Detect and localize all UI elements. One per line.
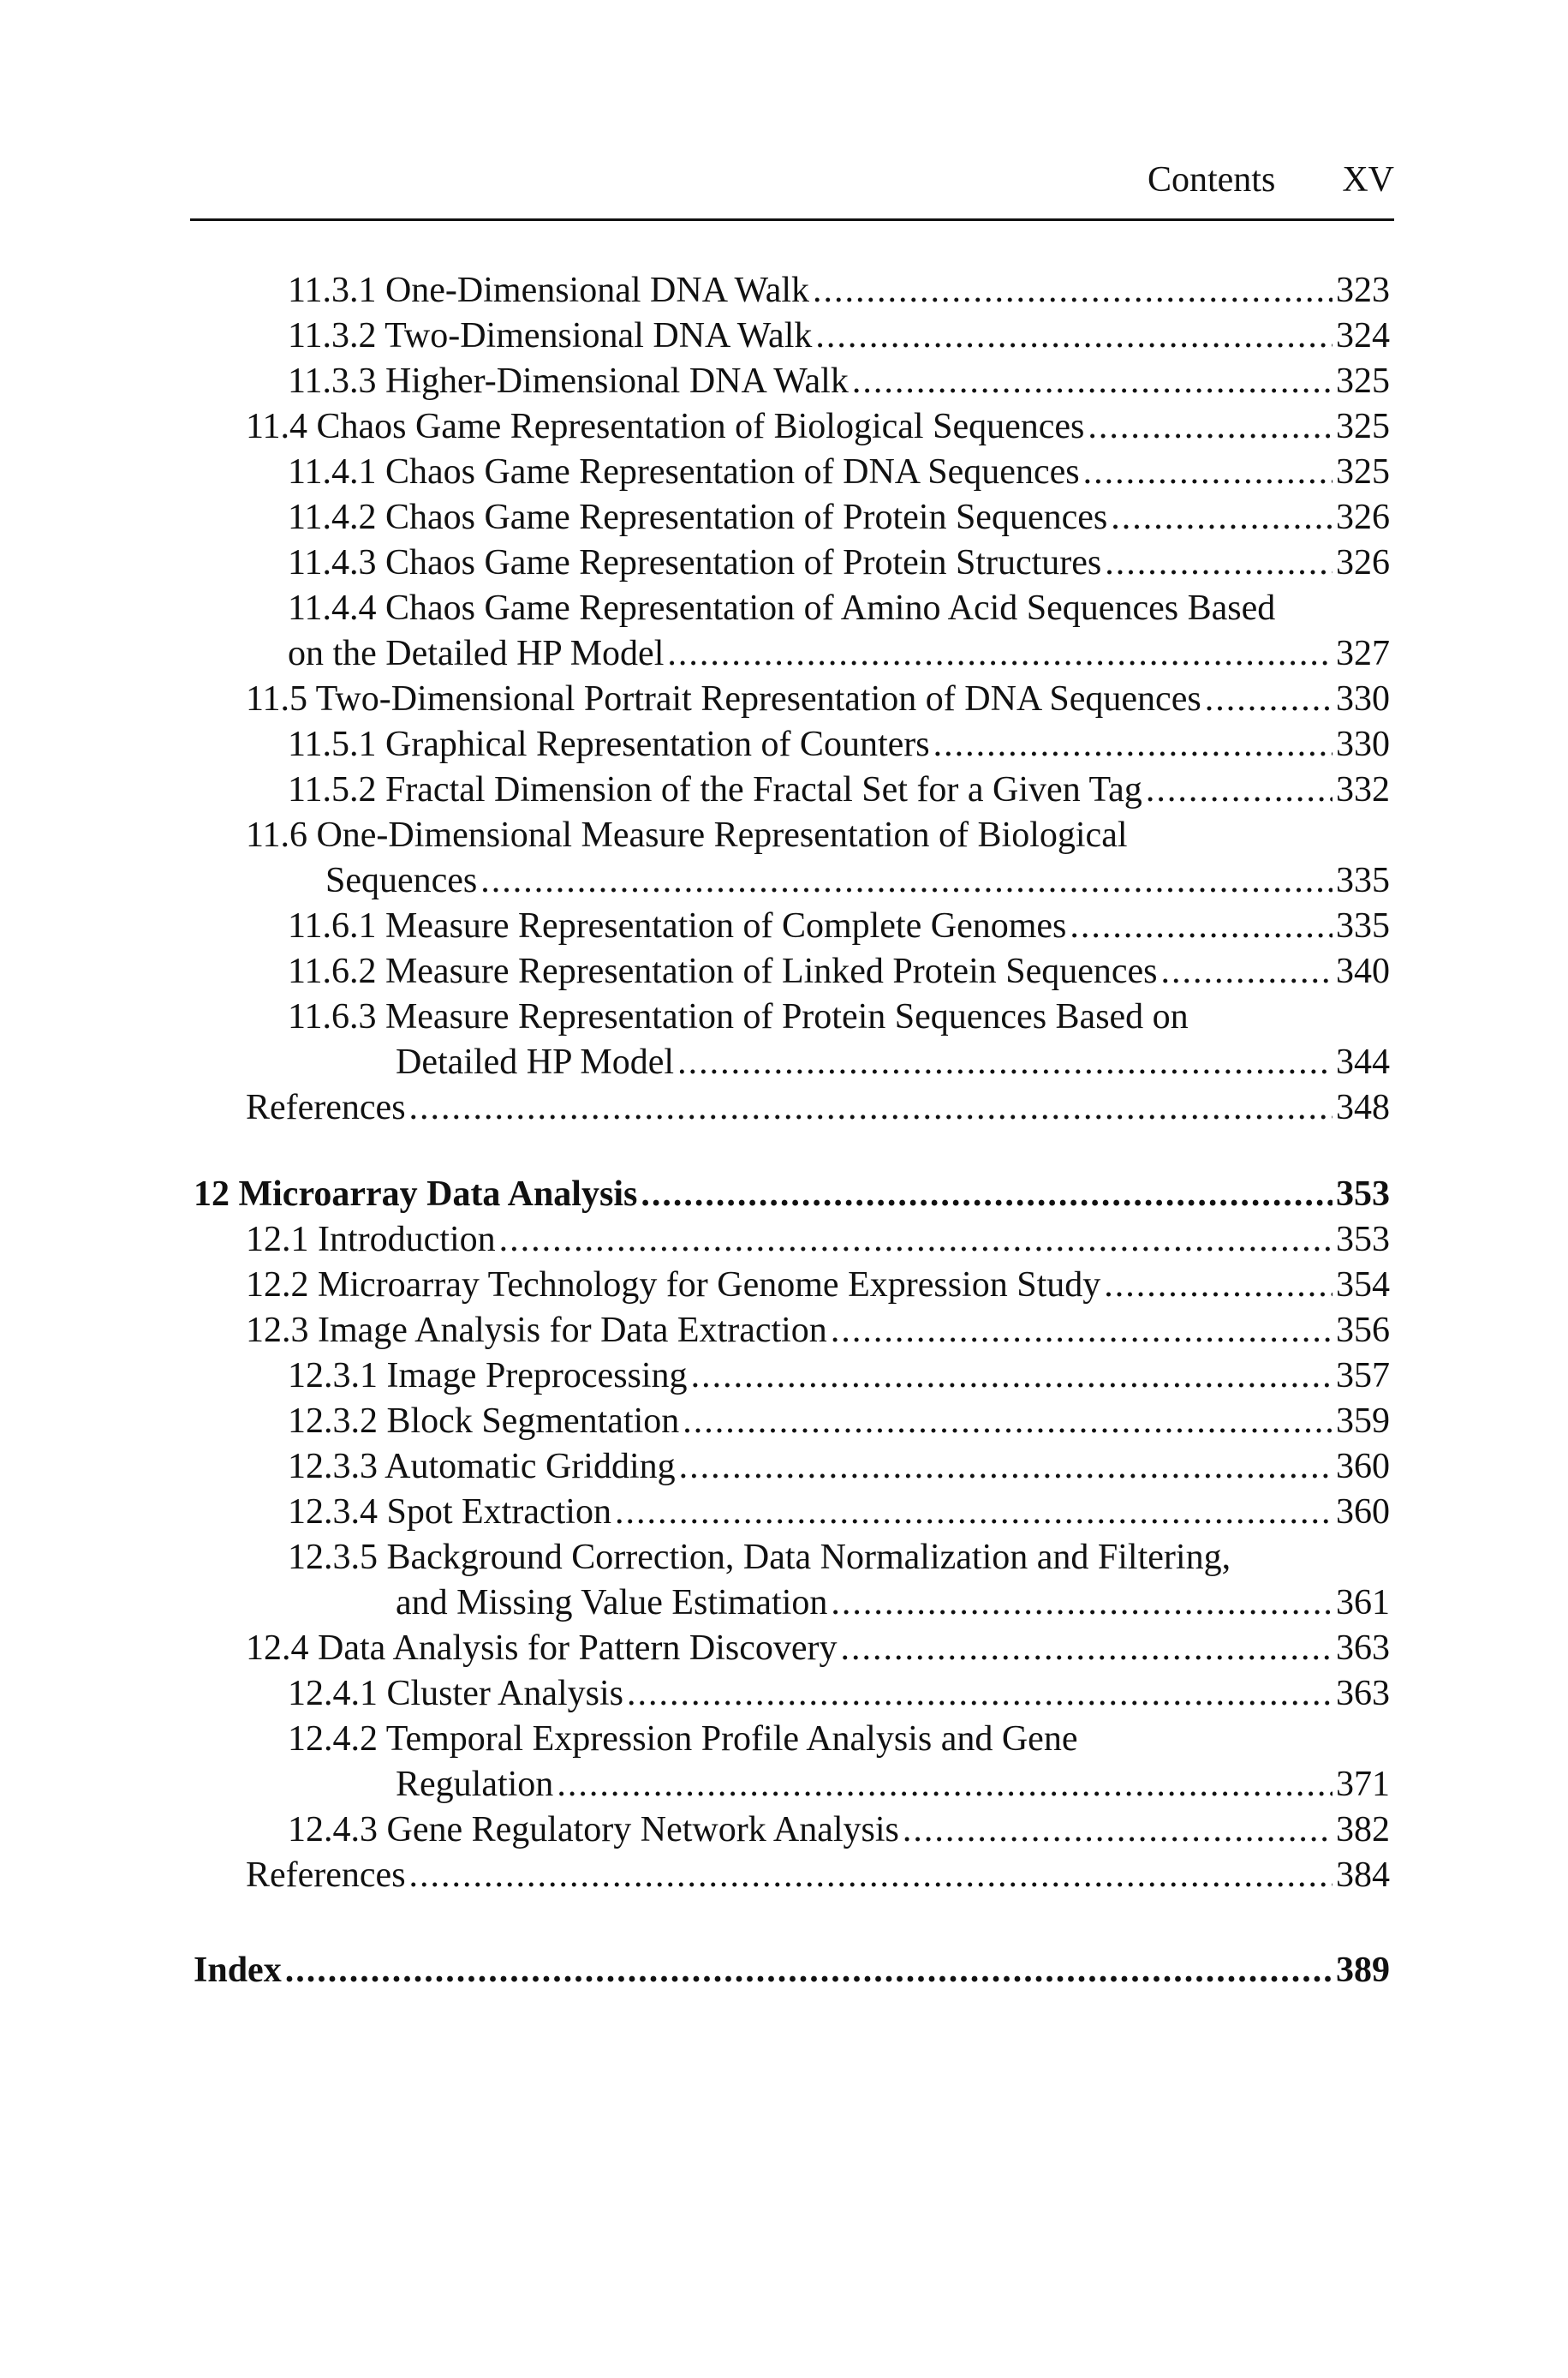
toc-entry[interactable] <box>288 314 1390 359</box>
dot-leader <box>1146 768 1333 813</box>
toc-entry-page: 327 <box>1336 634 1390 673</box>
toc-entry-label: 11.3.2 Two-Dimensional DNA Walk <box>288 316 813 356</box>
toc-entry-label: 11.4.2 Chaos Game Representation of Protein Sequences <box>288 498 1108 537</box>
toc-entry-label: 12.3.1 Image Preprocessing <box>288 1356 688 1395</box>
page-number: XV <box>1342 160 1394 200</box>
dot-leader <box>615 1490 1333 1535</box>
toc-entry-page: 335 <box>1336 906 1390 946</box>
toc-entry-label: 11.5.1 Graphical Representation of Counters <box>288 725 930 764</box>
toc-entry[interactable] <box>288 268 1390 314</box>
dot-leader <box>679 1444 1333 1490</box>
toc-entry-page: 332 <box>1336 770 1390 810</box>
toc-entry[interactable] <box>288 904 1390 949</box>
dot-leader <box>409 1853 1333 1898</box>
toc-entry-label: Detailed HP Model <box>396 1043 675 1082</box>
toc-entry-page: 356 <box>1336 1311 1390 1350</box>
toc-entry-page: 382 <box>1336 1810 1390 1849</box>
toc-entry-label: References <box>246 1855 406 1895</box>
toc-entry-label: 12.1 Introduction <box>246 1220 496 1259</box>
dot-leader <box>1111 495 1333 541</box>
dot-leader <box>903 1807 1333 1853</box>
dot-leader <box>852 359 1333 404</box>
toc-entry[interactable] <box>325 858 1390 904</box>
toc-entry-label-line: 11.4.4 Chaos Game Representation of Amino Acid Sequences Based <box>288 589 1276 628</box>
toc-entry-label-line: 12.4.2 Temporal Expression Profile Analysis and Gene <box>288 1719 1078 1759</box>
running-head-title: Contents <box>1147 160 1276 200</box>
toc-entry-page: 363 <box>1336 1628 1390 1668</box>
toc-entry[interactable] <box>396 1580 1390 1626</box>
toc-entry[interactable] <box>246 1263 1390 1308</box>
toc-entry-page: 348 <box>1336 1088 1390 1127</box>
toc-entry-page: 354 <box>1336 1265 1390 1305</box>
toc-entry[interactable] <box>246 1308 1390 1353</box>
dot-leader <box>1083 450 1333 495</box>
toc-entry-page: 330 <box>1336 725 1390 764</box>
dot-leader <box>1105 541 1333 586</box>
dot-leader <box>1088 404 1333 450</box>
toc-entry-label: 12.3.4 Spot Extraction <box>288 1492 611 1532</box>
toc-index-entry[interactable] <box>194 1948 1390 1993</box>
dot-leader <box>641 1172 1333 1217</box>
dot-leader <box>831 1308 1333 1353</box>
toc-entry-page: 357 <box>1336 1356 1390 1395</box>
toc-entry-label: 11.4.1 Chaos Game Representation of DNA Sequences <box>288 452 1080 492</box>
toc-entry-page: 360 <box>1336 1447 1390 1486</box>
toc-entry-page: 384 <box>1336 1855 1390 1895</box>
dot-leader <box>667 631 1333 677</box>
toc-entry[interactable] <box>246 404 1390 450</box>
dot-leader <box>691 1353 1333 1399</box>
toc-entry-label-line: 12.3.5 Background Correction, Data Normalization and Filtering, <box>288 1538 1231 1577</box>
toc-entry-page: 360 <box>1336 1492 1390 1532</box>
toc-entry-page: 389 <box>1336 1951 1390 1990</box>
dot-leader <box>831 1580 1333 1626</box>
toc-entry[interactable] <box>288 1444 1390 1490</box>
toc-entry-page: 353 <box>1336 1220 1390 1259</box>
toc-entry-label: 12.3 Image Analysis for Data Extraction <box>246 1311 827 1350</box>
toc-entry[interactable] <box>246 1217 1390 1263</box>
toc-entry[interactable] <box>288 1399 1390 1444</box>
dot-leader <box>285 1948 1333 1993</box>
toc-entry[interactable] <box>288 1490 1390 1535</box>
toc-entry[interactable] <box>246 1626 1390 1671</box>
dot-leader <box>499 1217 1333 1263</box>
toc-entry[interactable] <box>288 631 1390 677</box>
dot-leader <box>933 722 1333 768</box>
toc-entry-label-line: 11.6.3 Measure Representation of Protein Sequences Based on <box>288 997 1189 1037</box>
dot-leader <box>683 1399 1333 1444</box>
toc-entry-page: 325 <box>1336 452 1390 492</box>
toc-entry-label: 12 Microarray Data Analysis <box>194 1174 638 1214</box>
dot-leader <box>1070 904 1333 949</box>
toc-entry-page: 330 <box>1336 679 1390 719</box>
toc-entry-label: and Missing Value Estimation <box>396 1583 828 1622</box>
toc-entry[interactable] <box>288 495 1390 541</box>
toc-entry-label: Regulation <box>396 1765 554 1804</box>
toc-entry-page: 344 <box>1336 1043 1390 1082</box>
toc-entry-label: 11.5 Two-Dimensional Portrait Representation of DNA Sequences <box>246 679 1201 719</box>
toc-entry-label-line: 11.6 One-Dimensional Measure Representation of Biological <box>246 816 1128 855</box>
toc-entry[interactable] <box>288 768 1390 813</box>
toc-entry-label: 12.3.2 Block Segmentation <box>288 1401 680 1441</box>
toc-chapter-entry[interactable] <box>194 1172 1390 1217</box>
dot-leader <box>813 268 1333 314</box>
toc-entry-label: 11.6.1 Measure Representation of Complete Genomes <box>288 906 1067 946</box>
toc-entry-label: 12.4.3 Gene Regulatory Network Analysis <box>288 1810 899 1849</box>
toc-entry-page: 335 <box>1336 861 1390 900</box>
toc-entry[interactable] <box>288 1353 1390 1399</box>
toc-entry-label: 12.4 Data Analysis for Pattern Discovery <box>246 1628 838 1668</box>
toc-entry-label: 11.4.3 Chaos Game Representation of Protein Structures <box>288 543 1102 583</box>
toc-entry[interactable] <box>246 677 1390 722</box>
toc-entry-label: 12.2 Microarray Technology for Genome Expression Study <box>246 1265 1101 1305</box>
toc-entry[interactable] <box>288 541 1390 586</box>
toc-entry-page: 324 <box>1336 316 1390 356</box>
toc-entry-label: on the Detailed HP Model <box>288 634 665 673</box>
toc-entry-label: 11.5.2 Fractal Dimension of the Fractal Set for a Given Tag <box>288 770 1142 810</box>
toc-entry-page: 363 <box>1336 1674 1390 1713</box>
toc-entry-label: 11.6.2 Measure Representation of Linked Protein Sequences <box>288 952 1158 991</box>
toc-entry-label: 11.3.3 Higher-Dimensional DNA Walk <box>288 361 849 401</box>
toc-entry-page: 323 <box>1336 271 1390 310</box>
toc-entry[interactable] <box>288 1807 1390 1853</box>
dot-leader <box>815 314 1333 359</box>
toc-entry-label: 11.4 Chaos Game Representation of Biological Sequences <box>246 407 1085 446</box>
toc-entry-label: 12.3.3 Automatic Gridding <box>288 1447 676 1486</box>
dot-leader <box>627 1671 1333 1717</box>
dot-leader <box>557 1762 1333 1807</box>
toc-entry-label: Index <box>194 1951 282 1990</box>
toc-entry[interactable] <box>246 1853 1390 1898</box>
toc-entry-page: 353 <box>1336 1174 1390 1214</box>
toc-entry-page: 340 <box>1336 952 1390 991</box>
dot-leader <box>677 1040 1333 1085</box>
dot-leader <box>1205 677 1333 722</box>
toc-entry[interactable] <box>288 722 1390 768</box>
dot-leader <box>409 1085 1333 1131</box>
toc-entry-label: 11.3.1 One-Dimensional DNA Walk <box>288 271 810 310</box>
toc-entry-page: 326 <box>1336 498 1390 537</box>
toc-entry-label: References <box>246 1088 406 1127</box>
dot-leader <box>480 858 1333 904</box>
toc-entry-page: 359 <box>1336 1401 1390 1441</box>
dot-leader <box>1161 949 1333 995</box>
toc-entry[interactable] <box>288 359 1390 404</box>
toc-entry-label: Sequences <box>325 861 478 900</box>
toc-entry[interactable] <box>288 949 1390 995</box>
toc-entry-page: 371 <box>1336 1765 1390 1804</box>
toc-entry[interactable] <box>288 450 1390 495</box>
toc-entry-page: 325 <box>1336 361 1390 401</box>
dot-leader <box>841 1626 1333 1671</box>
toc-entry-page: 361 <box>1336 1583 1390 1622</box>
dot-leader <box>1104 1263 1333 1308</box>
toc-entry[interactable] <box>288 1671 1390 1717</box>
toc-entry[interactable] <box>246 1085 1390 1131</box>
toc-entry[interactable] <box>396 1040 1390 1085</box>
toc-entry-label: 12.4.1 Cluster Analysis <box>288 1674 624 1713</box>
toc-entry-page: 325 <box>1336 407 1390 446</box>
toc-entry-page: 326 <box>1336 543 1390 583</box>
toc-entry[interactable] <box>396 1762 1390 1807</box>
